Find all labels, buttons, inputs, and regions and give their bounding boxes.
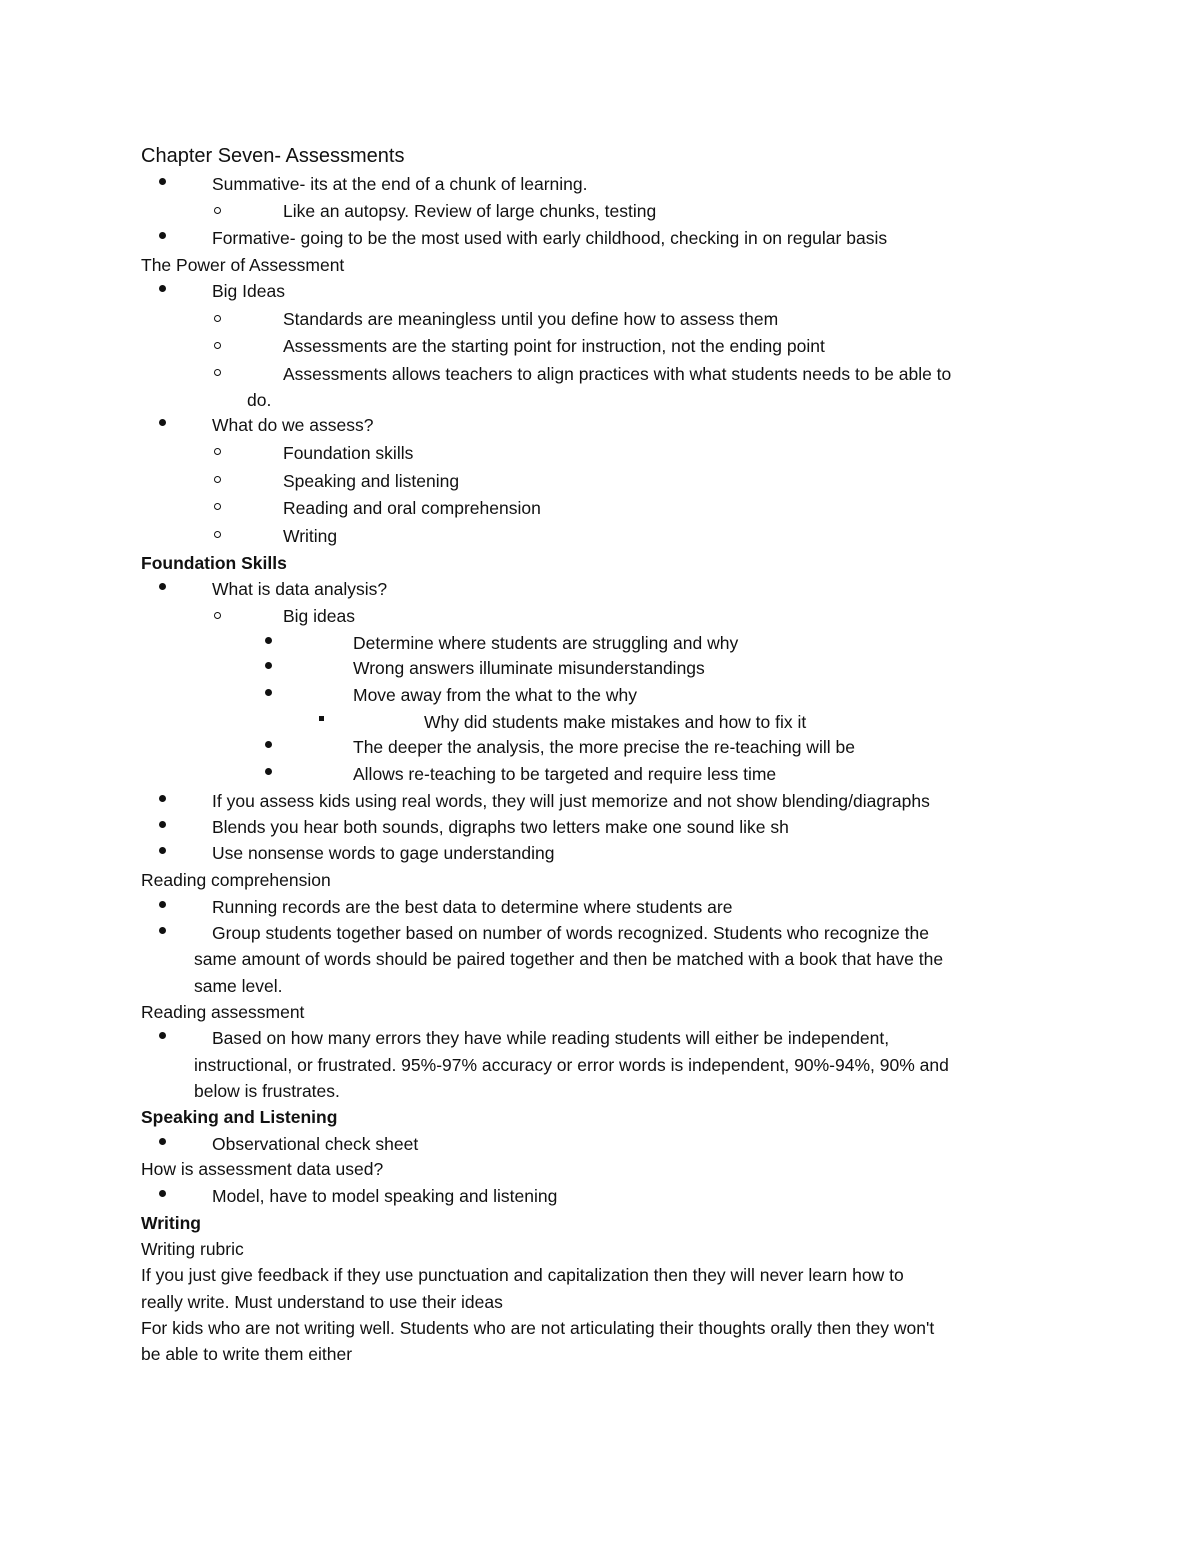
document-title: Chapter Seven- Assessments (141, 145, 405, 167)
bullet-icon (159, 232, 166, 239)
bullet-icon (159, 821, 166, 828)
list-item: Running records are the best data to determine where students are (212, 897, 733, 917)
section-heading: The Power of Assessment (141, 255, 345, 275)
bullet-icon (159, 1190, 166, 1197)
list-item: Summative- its at the end of a chunk of learning. (212, 174, 588, 194)
list-item: Group students together based on number of words recognized. Students who recognize the (212, 923, 929, 943)
list-item: Writing (283, 526, 338, 546)
list-item: Standards are meaningless until you define how to assess them (283, 309, 779, 329)
bullet-icon (159, 847, 166, 854)
hollow-bullet-icon (214, 448, 221, 455)
hollow-bullet-icon (214, 612, 221, 619)
hollow-bullet-icon (214, 531, 221, 538)
list-item: Big ideas (283, 606, 355, 626)
list-item: Speaking and listening (283, 471, 460, 491)
list-item: What is data analysis? (212, 579, 388, 599)
list-item-continuation: below is frustrates. (194, 1081, 340, 1101)
section-heading: Foundation Skills (141, 553, 287, 573)
bullet-icon (159, 795, 166, 802)
list-item: Big Ideas (212, 281, 285, 301)
bullet-icon (265, 689, 272, 696)
hollow-bullet-icon (214, 342, 221, 349)
list-item-continuation: same amount of words should be paired together and then be matched with a book that have the (194, 949, 944, 969)
bullet-icon (159, 1138, 166, 1145)
bullet-icon (159, 901, 166, 908)
paragraph: For kids who are not writing well. Students who are not articulating their thoughts orally then they won't (141, 1318, 935, 1338)
list-item: Assessments are the starting point for instruction, not the ending point (283, 336, 825, 356)
hollow-bullet-icon (214, 476, 221, 483)
list-item: If you assess kids using real words, they will just memorize and not show blending/diagraphs (212, 791, 930, 811)
list-item: Move away from the what to the why (353, 685, 638, 705)
list-item: Determine where students are struggling and why (353, 633, 739, 653)
list-item: What do we assess? (212, 415, 374, 435)
bullet-icon (265, 741, 272, 748)
bullet-icon (159, 285, 166, 292)
square-bullet-icon (319, 716, 324, 721)
list-item: Use nonsense words to gage understanding (212, 843, 555, 863)
bullet-icon (159, 178, 166, 185)
paragraph: If you just give feedback if they use punctuation and capitalization then they will never learn how to (141, 1265, 904, 1285)
bullet-icon (159, 1032, 166, 1039)
list-item: Like an autopsy. Review of large chunks, testing (283, 201, 657, 221)
list-item: Foundation skills (283, 443, 414, 463)
list-item: Blends you hear both sounds, digraphs two letters make one sound like sh (212, 817, 789, 837)
hollow-bullet-icon (214, 369, 221, 376)
paragraph: really write. Must understand to use their ideas (141, 1292, 503, 1312)
section-heading: How is assessment data used? (141, 1159, 384, 1179)
bullet-icon (159, 583, 166, 590)
list-item: Formative- going to be the most used with early childhood, checking in on regular basis (212, 228, 888, 248)
bullet-icon (265, 637, 272, 644)
section-heading: Speaking and Listening (141, 1107, 338, 1127)
list-item-continuation: instructional, or frustrated. 95%-97% accuracy or error words is independent, 90%-94%, 90% and (194, 1055, 949, 1075)
hollow-bullet-icon (214, 207, 221, 214)
list-item: Observational check sheet (212, 1134, 419, 1154)
list-item-continuation: same level. (194, 976, 283, 996)
list-item: Based on how many errors they have while reading students will either be independent, (212, 1028, 890, 1048)
list-item: Reading and oral comprehension (283, 498, 541, 518)
list-item: The deeper the analysis, the more precise the re-teaching will be (353, 737, 855, 757)
list-item: Why did students make mistakes and how to fix it (424, 712, 807, 732)
bullet-icon (159, 927, 166, 934)
list-item: Assessments allows teachers to align practices with what students needs to be able to (283, 364, 952, 384)
bullet-icon (265, 768, 272, 775)
section-heading: Reading comprehension (141, 870, 331, 890)
paragraph: Writing rubric (141, 1239, 244, 1259)
list-item: Model, have to model speaking and listening (212, 1186, 558, 1206)
hollow-bullet-icon (214, 315, 221, 322)
section-heading: Writing (141, 1213, 201, 1233)
hollow-bullet-icon (214, 503, 221, 510)
list-item: Allows re-teaching to be targeted and require less time (353, 764, 777, 784)
bullet-icon (159, 419, 166, 426)
list-item-continuation: do. (247, 390, 272, 410)
list-item: Wrong answers illuminate misunderstandings (353, 658, 705, 678)
paragraph: be able to write them either (141, 1344, 353, 1364)
section-heading: Reading assessment (141, 1002, 305, 1022)
bullet-icon (265, 662, 272, 669)
